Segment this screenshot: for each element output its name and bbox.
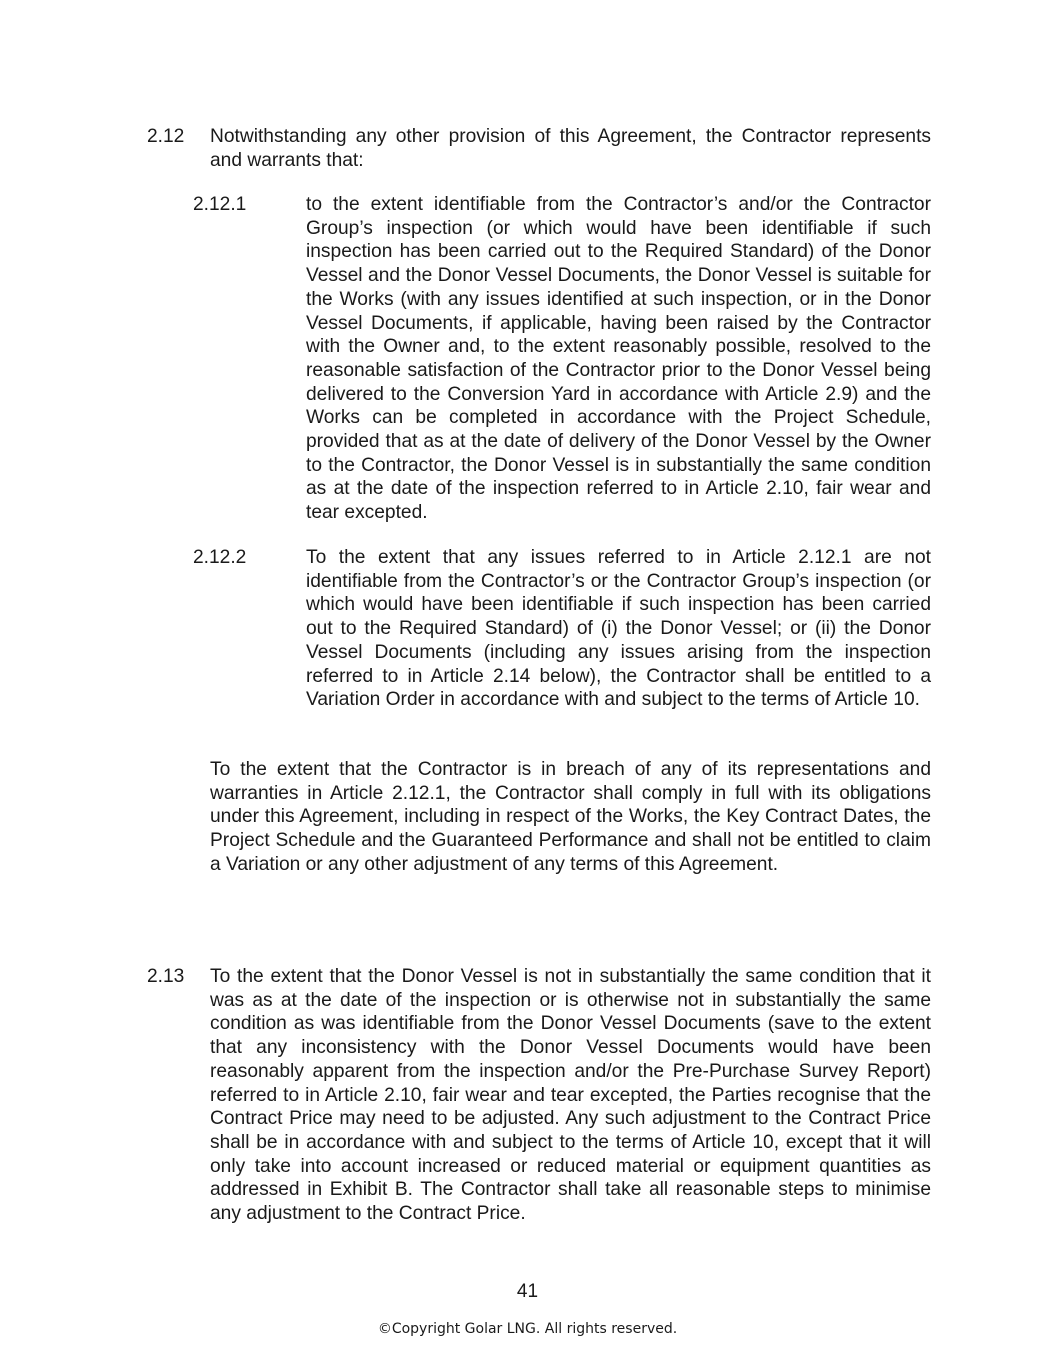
page-number: 41 [516,1281,539,1302]
clause-number-2-12-1: 2.12.1 [193,194,247,215]
copyright-notice: ©Copyright Golar LNG. All rights reserved. [377,1321,678,1337]
clause-number-2-12: 2.12 [147,126,185,147]
clause-text-2-12: Notwithstanding any other provision of this Agreement, the Contractor represents and warrants that: [210,126,931,171]
clause-number-2-12-2: 2.12.2 [193,547,247,568]
clause-text-2-12-1: to the extent identifiable from the Contractor’s and/or the Contractor Group’s inspection (or which would have been identifiable if such inspection has been carried out to the Required Standard) of the Donor Vessel and the Donor Vessel Documents, the Donor Vessel is suitable for the Works (with any issues identified at such inspection, or in the Donor Vessel Documents, if applicable, having been raised by the Contractor with the Owner and, to the extent reasonably possible, resolved to the reasonable satisfaction of the Contractor prior to the Donor Vessel being delivered to the Conversion Yard in accordance with Article 2.9) and the Works can be completed in accordance with the Project Schedule, provided that as at the date of delivery of the Donor Vessel by the Owner to the Contractor, the Donor Vessel is in substantially the same condition as at the date of the inspection referred to in Article 2.10, fair wear and tear excepted. [306,194,931,524]
clause-number-2-13: 2.13 [147,966,185,987]
clause-text-2-12-2: To the extent that any issues referred to in Article 2.12.1 are not identifiable from the Contractor’s or the Contractor Group’s inspection (or which would have been identifiable if such inspection has been carried out to the Required Standard) of (i) the Donor Vessel; or (ii) the Donor Vessel Documents (including any issues arising from the inspection referred to in Article 2.14 below), the Contractor shall be entitled to a Variation Order in accordance with and subject to the terms of Article 10. [306,547,931,711]
clause-2-12-closing-paragraph: To the extent that the Contractor is in breach of any of its representations and warranties in Article 2.12.1, the Contractor shall comply in full with its obligations under this Agreement, including in respect of the Works, the Key Contract Dates, the Project Schedule and the Guaranteed Performance and shall not be entitled to claim a Variation or any other adjustment of any terms of this Agreement. [210,759,931,875]
clause-text-2-13: To the extent that the Donor Vessel is not in substantially the same condition that it was as at the date of the inspection or is otherwise not in substantially the same condition as was identifiable from the Donor Vessel Documents (save to the extent that any inconsistency with the Donor Vessel Documents would have been reasonably apparent from the inspection and/or the Pre-Purchase Survey Report) referred to in Article 2.10, fair wear and tear excepted, the Parties recognise that the Contract Price may need to be adjusted. Any such adjustment to the Contract Price shall be in accordance with and subject to the terms of Article 10, except that it will only take into account increased or reduced material or equipment quantities as addressed in Exhibit B. The Contractor shall take all reasonable steps to minimise any adjustment to the Contract Price. [210,966,931,1225]
